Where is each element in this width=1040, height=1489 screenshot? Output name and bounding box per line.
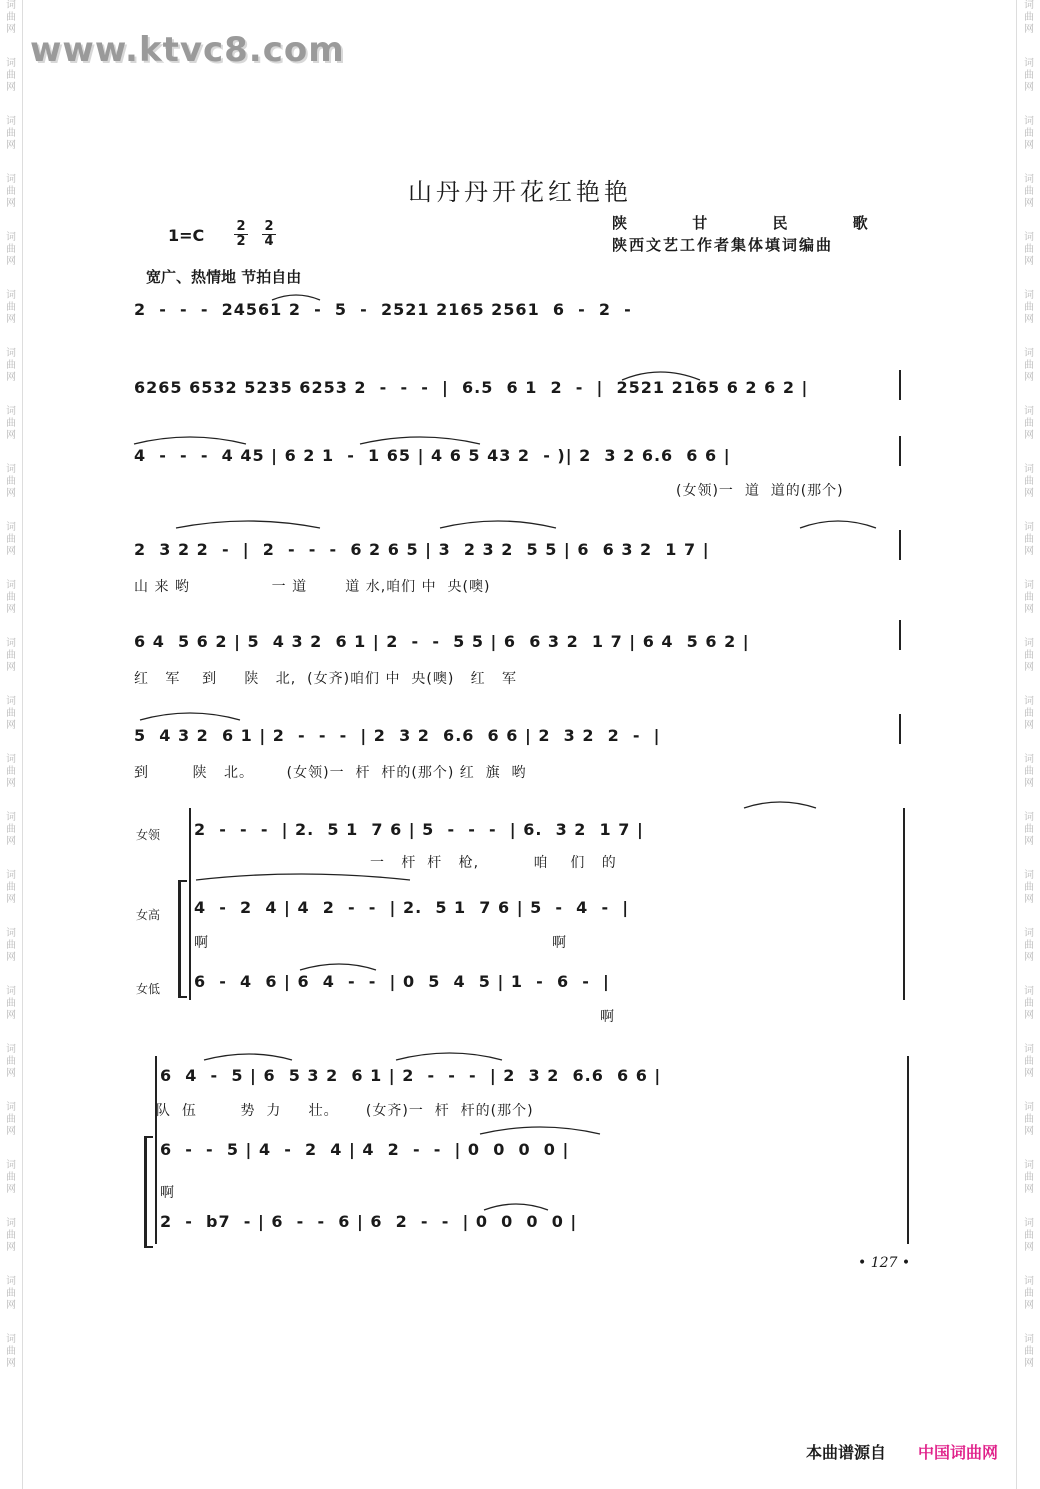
side-watermark-text: 词 曲 网 [1024,580,1034,615]
slur [134,437,246,444]
sys2-lead-lyrics: 队 伍 势 力 壮。 (女齐)一 杆 杆的(那个) [156,1103,534,1119]
sys2-high-notes: 6 - - 5 | 4 - 2 4 | 4 2 - - | 0 0 0 0 | [160,1140,570,1159]
side-watermark-text: 词 曲 网 [1024,1276,1034,1311]
side-watermark-text: 词 曲 网 [6,522,16,557]
slur [300,964,376,970]
sys2-lead-notes: 6 4 - 5 | 6 5 3 2 6 1 | 2 - - - | 2 3 2 6.6 6 6 | [160,1066,662,1085]
side-watermark-text: 词 曲 网 [1024,348,1034,383]
side-watermark-text: 词 曲 网 [1024,696,1034,731]
slur [480,1127,600,1134]
slur [622,372,700,380]
sys1-lead-notes: 2 - - - | 2. 5 1 7 6 | 5 - - - | 6. 3 2 1 7 | [194,820,644,839]
side-watermark-text: 词 曲 网 [1024,522,1034,557]
voice-label-lead: 女领 [136,828,161,842]
side-watermark-text: 词 曲 网 [6,986,16,1021]
side-watermark-text: 词 曲 网 [1024,870,1034,905]
voice-label-low: 女低 [136,982,161,996]
meter1-top: 2 [236,219,246,234]
page-number: • 127 • [858,1255,911,1271]
side-watermark-text: 词 曲 网 [1024,1044,1034,1079]
side-watermark-text: 词 曲 网 [6,1044,16,1079]
key-signature: 1=C [168,226,205,245]
side-watermark-text: 词 曲 网 [6,580,16,615]
side-watermark-text: 词 曲 网 [6,638,16,673]
side-watermark-text: 词 曲 网 [1024,1160,1034,1195]
score-line-3: 4 - - - 4 45 | 6 2 1 - 1 65 | 4 6 5 43 2 - )| 2 3 2 6.6 6 6 | [134,446,731,465]
sys1-high-notes: 4 - 2 4 | 4 2 - - | 2. 5 1 7 6 | 5 - 4 - | [194,898,630,917]
side-watermark-text: 词 曲 网 [1024,754,1034,789]
lyrics-line-6: 到 陕 北。 (女领)一 杆 杆的(那个) 红 旗 哟 [134,765,527,781]
lyrics-line-5: 红 军 到 陕 北, (女齐)咱们 中 央(噢) 红 军 [134,671,518,687]
score-line-5: 6 4 5 6 2 | 5 4 3 2 6 1 | 2 - - 5 5 | 6 6 3 2 1 7 | 6 4 5 6 2 | [134,632,750,651]
side-watermark-text: 词 曲 网 [1024,812,1034,847]
slur [272,295,320,300]
credit-arranger: 陕西文艺工作者集体填词编曲 [612,236,834,254]
sys2-high-lyrics: 啊 [160,1185,175,1201]
side-watermark-text: 词 曲 网 [6,232,16,267]
slur [360,437,480,444]
side-watermark-text: 词 曲 网 [1024,638,1034,673]
song-title: 山丹丹开花红艳艳 [408,178,632,206]
side-watermark-text: 词 曲 网 [6,348,16,383]
sys2-low-notes: 2 - b7 - | 6 - - 6 | 6 2 - - | 0 0 0 0 | [160,1212,578,1231]
sys1-low-notes: 6 - 4 6 | 6 4 - - | 0 5 4 5 | 1 - 6 - | [194,972,610,991]
site-watermark: www.ktvc8.com [30,30,345,70]
side-watermark-text: 词 曲 网 [1024,174,1034,209]
side-watermark-text: 词 曲 网 [1024,1102,1034,1137]
side-watermark-text: 词 曲 网 [6,696,16,731]
side-watermark-text: 词 曲 网 [6,870,16,905]
slur [140,713,240,720]
slur [396,1053,502,1060]
side-watermark-text: 词 曲 网 [6,58,16,93]
side-watermark-text: 词 曲 网 [6,812,16,847]
slur [484,1204,548,1210]
lyrics-line-3: (女领)一 道 道的(那个) [676,483,844,499]
side-watermark-text: 词 曲 网 [6,754,16,789]
tempo-marking: 宽广、热情地 节拍自由 [146,268,302,286]
sys1-lead-lyrics: 一 杆 杆 枪, 咱 们 的 [370,855,617,871]
slur [176,521,320,528]
side-watermark-text: 词 曲 网 [6,290,16,325]
side-watermark-text: 词 曲 网 [1024,928,1034,963]
sys1-high-lyrics-1: 啊 [194,935,209,951]
side-watermark-text: 词 曲 网 [6,928,16,963]
score-line-1: 2 - - - 24561 2 - 5 - 2521 2165 2561 6 - 2 - [134,300,632,319]
slur [196,874,410,880]
lyrics-line-4: 山 来 哟 一 道 道 水,咱们 中 央(噢) [134,579,491,595]
sys1-high-lyrics-2: 啊 [552,935,567,951]
slur [744,802,816,808]
score-line-4: 2 3 2 2 - | 2 - - - 6 2 6 5 | 3 2 3 2 5 5 | 6 6 3 2 1 7 | [134,540,710,559]
meter1-bottom: 2 [234,234,248,249]
side-watermark-text: 词 曲 网 [6,1334,16,1369]
slur [204,1054,292,1060]
sys1-low-lyrics: 啊 [600,1009,615,1025]
side-watermark-text: 词 曲 网 [1024,116,1034,151]
side-watermark-text: 词 曲 网 [6,406,16,441]
meter2-bottom: 4 [262,234,276,249]
voice-label-high: 女高 [136,908,161,922]
slur [440,521,556,528]
footer-source-label: 本曲谱源自 [806,1443,887,1462]
side-watermark-text: 词 曲 网 [6,1102,16,1137]
side-watermark-text: 词 曲 网 [1024,1334,1034,1369]
credit-origin: 陕 甘 民 歌 [612,214,898,232]
side-watermark-text: 词 曲 网 [6,1276,16,1311]
side-watermark-text: 词 曲 网 [6,174,16,209]
side-watermark-text: 词 曲 网 [1024,58,1034,93]
side-watermark-text: 词 曲 网 [1024,1218,1034,1253]
side-watermark-text: 词 曲 网 [6,464,16,499]
side-watermark-text: 词 曲 网 [1024,406,1034,441]
side-watermark-text: 词 曲 网 [1024,0,1034,35]
side-watermark-text: 词 曲 网 [1024,464,1034,499]
side-watermark-text: 词 曲 网 [6,1218,16,1253]
score-line-6: 5 4 3 2 6 1 | 2 - - - | 2 3 2 6.6 6 6 | 2 3 2 2 - | [134,726,661,745]
slur [800,521,876,528]
footer-source-site[interactable]: 中国词曲网 [918,1443,999,1462]
meter2-top: 2 [264,219,274,234]
side-watermark-text: 词 曲 网 [1024,986,1034,1021]
score-line-2: 6265 6532 5235 6253 2 - - - | 6.5 6 1 2 - | 2521 2165 6 2 6 2 | [134,378,809,397]
side-watermark-text: 词 曲 网 [1024,232,1034,267]
side-watermark-text: 词 曲 网 [6,0,16,35]
side-watermark-text: 词 曲 网 [6,1160,16,1195]
side-watermark-text: 词 曲 网 [1024,290,1034,325]
side-watermark-text: 词 曲 网 [6,116,16,151]
